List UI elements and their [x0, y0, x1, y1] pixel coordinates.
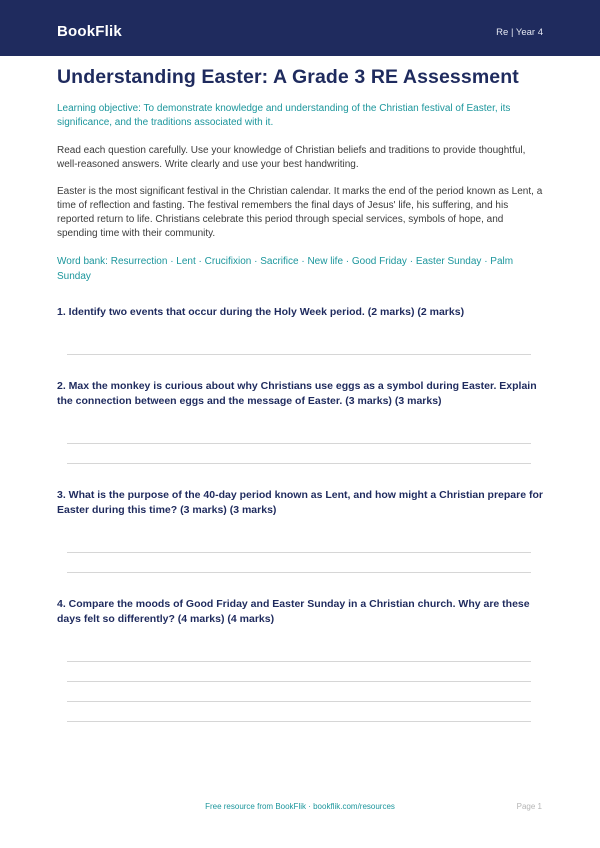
answer-line[interactable] — [67, 443, 531, 444]
question-2: 2. Max the monkey is curious about why Christians use eggs as a symbol during Easter. Explain the connection between eggs and the message of Easter. (3 marks) (3 marks) — [57, 380, 537, 407]
answer-line[interactable] — [67, 701, 531, 702]
word-bank: Word bank: Resurrection · Lent · Crucifixion · Sacrifice · New life · Good Friday · Easter Sunday · Palm Sunday — [57, 256, 514, 282]
answer-line[interactable] — [67, 572, 531, 573]
instructions-text: Read each question carefully. Use your knowledge of Christian beliefs and traditions to provide thoughtful, well-reasoned answers. Write clearly and use your best handwriting. — [57, 145, 526, 170]
answer-line[interactable] — [67, 552, 531, 553]
page-title: Understanding Easter: A Grade 3 RE Assessment — [57, 66, 519, 88]
answer-line[interactable] — [67, 354, 531, 355]
page-number: Page 1 — [516, 802, 542, 811]
subject-year-label: Re | Year 4 — [496, 27, 543, 38]
answer-line[interactable] — [67, 463, 531, 464]
learning-objective: Learning objective: To demonstrate knowledge and understanding of the Christian festival of Easter, its significance, and the traditions associated with it. — [57, 103, 511, 128]
question-3: 3. What is the purpose of the 40-day period known as Lent, and how might a Christian prepare for Easter during this time? (3 marks) (3 marks) — [57, 489, 543, 516]
answer-line[interactable] — [67, 681, 531, 682]
answer-line[interactable] — [67, 721, 531, 722]
page-header — [0, 0, 600, 56]
brand-logo-text: BookFlik — [57, 23, 122, 40]
intro-text: Easter is the most significant festival in the Christian calendar. It marks the end of the period known as Lent, a time of reflection and fasting. The festival remembers the final days of Jesus' life, his suffering, and his reported return to life. Christians celebrate this period through special services, symbols of hope, and spending time with their community. — [57, 186, 543, 239]
question-4: 4. Compare the moods of Good Friday and Easter Sunday in a Christian church. Why are these days felt so differently? (4 marks) (4 marks) — [57, 598, 530, 625]
worksheet-content — [57, 66, 543, 722]
footer-link-text[interactable]: Free resource from BookFlik · bookflik.com/resources — [205, 802, 395, 811]
answer-line[interactable] — [67, 661, 531, 662]
question-1: 1. Identify two events that occur during the Holy Week period. (2 marks) (2 marks) — [57, 306, 465, 318]
